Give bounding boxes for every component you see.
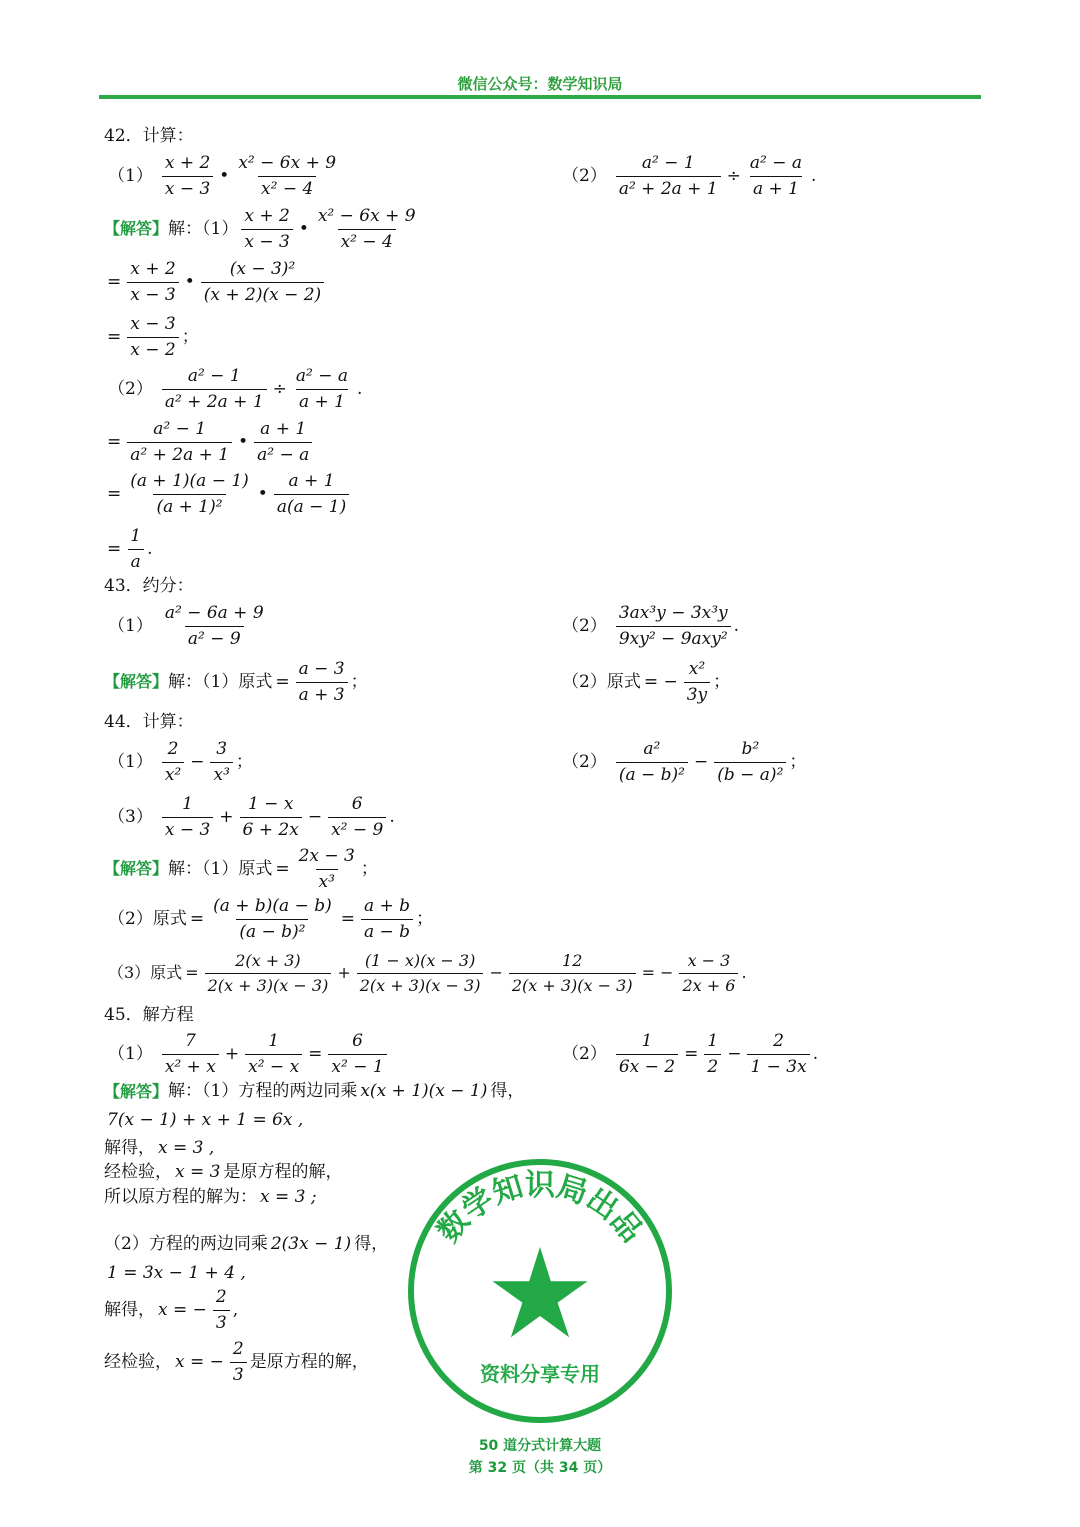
- numerator: a − 3: [298, 659, 345, 679]
- equals: =: [107, 431, 122, 452]
- math-expression: 2(3x − 1): [270, 1234, 352, 1254]
- numerator: a² − 1: [153, 419, 207, 439]
- part-label: （1）: [108, 751, 153, 772]
- q45-part1: [108, 1032, 390, 1076]
- fraction: [684, 660, 710, 704]
- denominator: x² − 4: [338, 229, 396, 252]
- stamp-seal: [406, 1157, 674, 1425]
- fraction: [315, 207, 419, 251]
- answer-tag: 【解答】: [104, 219, 169, 239]
- q42-step2: [104, 315, 199, 359]
- q42-title: 42．计算：: [104, 126, 194, 146]
- part-label: （1）: [108, 1043, 153, 1064]
- numerator: (1 − x)(x − 3): [364, 951, 476, 970]
- numerator: a + 1: [260, 419, 307, 439]
- denominator: x − 3: [241, 229, 292, 252]
- q42-part1: [108, 154, 342, 198]
- denominator: a² − 9: [185, 626, 244, 649]
- fraction: [127, 420, 232, 464]
- fraction: [162, 740, 184, 784]
- denominator: a: [128, 549, 144, 572]
- numerator: 2(x + 3): [235, 951, 301, 970]
- numerator: a² − 1: [641, 153, 695, 173]
- punctuation: .: [741, 963, 747, 983]
- operator: −: [190, 751, 205, 772]
- solution-intro: （3）原式: [108, 963, 183, 983]
- numerator: (a + 1)(a − 1): [130, 471, 249, 491]
- part-label: （2）: [108, 378, 153, 399]
- q44-solution2: [108, 897, 433, 941]
- numerator: 1: [182, 794, 193, 814]
- q43-part1: [108, 604, 270, 648]
- math-expression: x = 3 ;: [260, 1187, 317, 1207]
- numerator: x − 3: [687, 951, 731, 970]
- operator: −: [693, 751, 709, 772]
- fraction: [213, 1288, 230, 1332]
- denominator: a² − a: [254, 442, 312, 465]
- solution-text: 是原方程的解，: [249, 1351, 369, 1372]
- numerator: a² − 1: [187, 366, 241, 386]
- solution-intro: 解：（1）原式: [168, 858, 273, 879]
- denominator: a + 1: [296, 389, 348, 412]
- operator: •: [219, 165, 230, 186]
- punctuation: ,: [232, 1299, 239, 1320]
- fraction: [201, 260, 324, 304]
- denominator: x − 3: [162, 176, 213, 199]
- numerator: x² − 6x + 9: [317, 206, 416, 226]
- denominator: x − 3: [127, 282, 178, 305]
- punctuation: ；: [789, 751, 807, 772]
- solution-intro: （2）原式: [108, 908, 187, 929]
- punctuation: ；: [181, 326, 199, 347]
- numerator: 6: [351, 794, 363, 814]
- footer-page-number: 第 32 页（共 34 页）: [468, 1460, 612, 1476]
- equals: =: [189, 908, 205, 929]
- solution-text: 经检验，: [104, 1351, 172, 1372]
- numerator: 2x − 3: [298, 846, 355, 866]
- numerator: (x − 3)²: [229, 259, 296, 279]
- numerator: a + b: [364, 896, 411, 916]
- solution-text: 得，: [490, 1081, 525, 1101]
- q45-solution-line4: [104, 1164, 342, 1181]
- denominator: x − 2: [127, 337, 178, 360]
- equals: =: [107, 326, 122, 347]
- operator: •: [257, 483, 268, 504]
- stamp-top-textpath: 数学知识局出品: [430, 1168, 650, 1250]
- solution-text: 得，: [354, 1234, 389, 1254]
- fraction: [127, 527, 144, 571]
- denominator: 3y: [684, 682, 710, 705]
- part-label: （1）: [108, 615, 153, 636]
- numerator: 3: [216, 739, 228, 759]
- q44-part2: [562, 740, 806, 784]
- numerator: 1: [130, 526, 142, 546]
- punctuation: .: [733, 615, 740, 636]
- operator: −: [727, 1043, 742, 1064]
- punctuation: ；: [350, 671, 368, 692]
- numerator: 2: [215, 1287, 227, 1307]
- numerator: x + 2: [130, 259, 176, 279]
- solution-text: 经检验，: [104, 1162, 172, 1182]
- q43-solution2: [562, 660, 730, 704]
- fraction: [162, 367, 267, 411]
- operator: +: [224, 1043, 240, 1064]
- punctuation: .: [357, 378, 363, 399]
- solution-text: （2）方程的两边同乘: [104, 1234, 268, 1254]
- denominator: a − b: [361, 919, 413, 942]
- solution-text: 解得，: [104, 1138, 155, 1158]
- fraction: [361, 897, 413, 941]
- numerator: x² − 6x + 9: [238, 153, 337, 173]
- operator: •: [184, 271, 195, 292]
- numerator: 1 − x: [247, 794, 294, 814]
- operator: +: [219, 806, 234, 827]
- denominator: 6 + 2x: [240, 817, 302, 840]
- solution-intro: （2）原式: [562, 671, 641, 692]
- equals: =: [340, 908, 355, 929]
- q44-solution1: [104, 847, 378, 891]
- footer-title: 50 道分式计算大题: [478, 1438, 602, 1454]
- q42-solution-line1: [104, 207, 422, 251]
- numerator: a² − a: [749, 153, 803, 173]
- numerator: 7: [184, 1031, 196, 1051]
- fraction: [714, 740, 786, 784]
- denominator: 3: [213, 1310, 230, 1333]
- fraction: [240, 795, 302, 839]
- fraction: [509, 952, 636, 994]
- numerator: 12: [562, 951, 583, 970]
- answer-tag: 【解答】: [104, 1081, 169, 1101]
- numerator: (a + b)(a − b): [213, 896, 332, 916]
- fraction: [162, 795, 213, 839]
- numerator: x + 2: [244, 206, 290, 226]
- header-rule: [99, 95, 981, 99]
- q43-title: 43．约分：: [104, 576, 194, 596]
- part-label: （2）: [562, 165, 607, 186]
- denominator: a + 3: [296, 682, 348, 705]
- equals: =: [684, 1043, 699, 1064]
- q45-solution-line6: [104, 1236, 388, 1253]
- fraction: [254, 420, 312, 464]
- numerator: b²: [741, 739, 760, 759]
- q42-part2: [562, 154, 819, 198]
- equals: = −: [643, 671, 678, 692]
- operator: ÷: [272, 378, 287, 399]
- numerator: a² − a: [295, 366, 349, 386]
- operator: −: [489, 963, 503, 983]
- fraction: [127, 472, 252, 516]
- punctuation: ；: [416, 908, 434, 929]
- denominator: x²: [162, 762, 184, 785]
- q45-solution-line3: [104, 1140, 217, 1157]
- q43-part2: [562, 604, 739, 648]
- stamp-top-text: [431, 1168, 650, 1249]
- denominator: 9xy² − 9axy²: [616, 626, 731, 649]
- math-expression: x = 3: [175, 1162, 221, 1182]
- denominator: 6x − 2: [616, 1054, 678, 1077]
- equals: =: [185, 963, 199, 983]
- numerator: 3ax³y − 3x³y: [618, 603, 728, 623]
- equals: =: [107, 483, 122, 504]
- q43-solution1: [104, 660, 368, 704]
- punctuation: ；: [360, 858, 378, 879]
- fraction: [296, 660, 348, 704]
- fraction: [616, 604, 731, 648]
- solution-text: 是原方程的解，: [223, 1162, 343, 1182]
- denominator: x² − x: [245, 1054, 302, 1077]
- q42-part2-solution: [108, 367, 365, 411]
- denominator: (a − b)²: [236, 919, 308, 942]
- answer-tag: 【解答】: [104, 859, 169, 879]
- header-title: 微信公众号：数学知识局: [457, 75, 623, 93]
- equals: =: [107, 271, 122, 292]
- numerator: 2: [167, 739, 179, 759]
- operator: ÷: [726, 165, 741, 186]
- solution-intro: 解：（1）原式: [168, 671, 273, 692]
- punctuation: .: [812, 1043, 819, 1064]
- q45-title: 45．解方程: [104, 1005, 194, 1025]
- fraction: [210, 740, 232, 784]
- math-expression: x = 3 ,: [158, 1138, 215, 1158]
- fraction: [245, 1032, 302, 1076]
- fraction: [274, 472, 349, 516]
- q42-step3: [104, 420, 315, 464]
- fraction: [357, 952, 484, 994]
- punctuation: .: [147, 538, 153, 559]
- denominator: 1 − 3x: [747, 1054, 809, 1077]
- denominator: 3: [230, 1362, 247, 1385]
- fraction: [205, 952, 332, 994]
- operator: −: [307, 806, 323, 827]
- denominator: a(a − 1): [274, 494, 349, 517]
- numerator: x²: [688, 659, 706, 679]
- equals: =: [107, 538, 122, 559]
- denominator: 2: [704, 1054, 721, 1077]
- operator: •: [298, 218, 309, 239]
- math-expression: x(x + 1)(x − 1): [360, 1081, 488, 1101]
- equals: =: [308, 1043, 323, 1064]
- fraction: [127, 315, 178, 359]
- fraction: [235, 154, 339, 198]
- fraction: [162, 154, 213, 198]
- numerator: 2: [232, 1339, 244, 1359]
- fraction: [162, 604, 267, 648]
- numerator: a²: [643, 739, 661, 759]
- numerator: x + 2: [164, 153, 211, 173]
- q45-solution-line1: [104, 1083, 524, 1100]
- denominator: 2x + 6: [679, 973, 738, 995]
- fraction: [616, 740, 688, 784]
- q44-title: 44．计算：: [104, 712, 194, 732]
- fraction: [241, 207, 292, 251]
- denominator: 2(x + 3)(x − 3): [357, 973, 484, 995]
- q45-solution-line7: [104, 1265, 249, 1282]
- denominator: x² − 4: [258, 176, 316, 199]
- punctuation: ；: [713, 671, 731, 692]
- punctuation: .: [389, 806, 395, 827]
- q42-step5: [104, 527, 152, 571]
- operator: •: [238, 431, 249, 452]
- numerator: a + 1: [288, 471, 335, 491]
- numerator: a² − 6a + 9: [164, 603, 264, 623]
- equals: =: [275, 671, 290, 692]
- equals: = −: [641, 963, 674, 983]
- q45-solution-line2: [104, 1112, 306, 1129]
- fraction: [296, 847, 358, 891]
- numerator: 2: [773, 1031, 784, 1051]
- math-expression: x = −: [175, 1351, 224, 1372]
- numerator: 1: [707, 1031, 719, 1051]
- answer-tag: 【解答】: [104, 672, 169, 692]
- q44-solution3: [108, 952, 747, 994]
- denominator: a + 1: [750, 176, 802, 199]
- math-expression: x = −: [158, 1299, 207, 1320]
- fraction: [616, 1032, 678, 1076]
- denominator: 2(x + 3)(x − 3): [509, 973, 636, 995]
- q42-step4: [104, 472, 352, 516]
- denominator: a² + 2a + 1: [127, 442, 232, 465]
- denominator: (b − a)²: [714, 762, 786, 785]
- q45-part2: [562, 1032, 818, 1076]
- punctuation: ；: [235, 751, 253, 772]
- denominator: (a − b)²: [616, 762, 688, 785]
- denominator: a² + 2a + 1: [616, 176, 721, 199]
- denominator: x³: [210, 762, 232, 785]
- fraction: [704, 1032, 721, 1076]
- denominator: (x + 2)(x − 2): [201, 282, 324, 305]
- fraction: [747, 1032, 809, 1076]
- denominator: a² + 2a + 1: [162, 389, 267, 412]
- solution-text: 解得，: [104, 1299, 155, 1320]
- solution-text: 所以原方程的解为：: [104, 1187, 257, 1207]
- q42-step1: [104, 260, 327, 304]
- numerator: 6: [352, 1031, 363, 1051]
- star-icon: [492, 1247, 587, 1337]
- denominator: x² − 9: [328, 817, 386, 840]
- part-label: （1）: [108, 165, 153, 186]
- part-label: （2）: [562, 615, 607, 636]
- q44-part1: [108, 740, 253, 784]
- denominator: (a + 1)²: [153, 494, 225, 517]
- fraction: [616, 154, 721, 198]
- denominator: x² + x: [162, 1054, 219, 1077]
- numerator: 1: [268, 1031, 280, 1051]
- numerator: 1: [641, 1031, 653, 1051]
- fraction: [679, 952, 738, 994]
- fraction: [230, 1340, 247, 1384]
- denominator: x² − 1: [328, 1054, 386, 1077]
- operator: +: [337, 963, 351, 983]
- equals: =: [275, 858, 290, 879]
- fraction: [293, 367, 351, 411]
- q45-solution-line9: [104, 1340, 369, 1384]
- fraction: [162, 1032, 219, 1076]
- q44-part3: [108, 795, 395, 839]
- part-label: （3）: [108, 806, 153, 827]
- denominator: x − 3: [162, 817, 213, 840]
- punctuation: .: [811, 165, 817, 186]
- q45-solution-line5: [104, 1189, 320, 1206]
- fraction: [210, 897, 335, 941]
- math-expression: 1 = 3x − 1 + 4 ,: [107, 1263, 246, 1283]
- stamp-bottom-text: 资料分享专用: [480, 1362, 600, 1386]
- q45-solution-line8: [104, 1288, 238, 1332]
- solution-text: 解：（1）方程的两边同乘: [168, 1081, 358, 1101]
- fraction: [127, 260, 178, 304]
- denominator: x³: [316, 869, 338, 892]
- fraction: [328, 795, 386, 839]
- fraction: [328, 1032, 386, 1076]
- fraction: [747, 154, 805, 198]
- denominator: 2(x + 3)(x − 3): [205, 973, 332, 995]
- part-label: （2）: [562, 751, 607, 772]
- math-expression: 7(x − 1) + x + 1 = 6x ,: [107, 1110, 304, 1130]
- numerator: x − 3: [130, 314, 176, 334]
- solution-intro: 解：（1）: [168, 218, 239, 239]
- part-label: （2）: [562, 1043, 607, 1064]
